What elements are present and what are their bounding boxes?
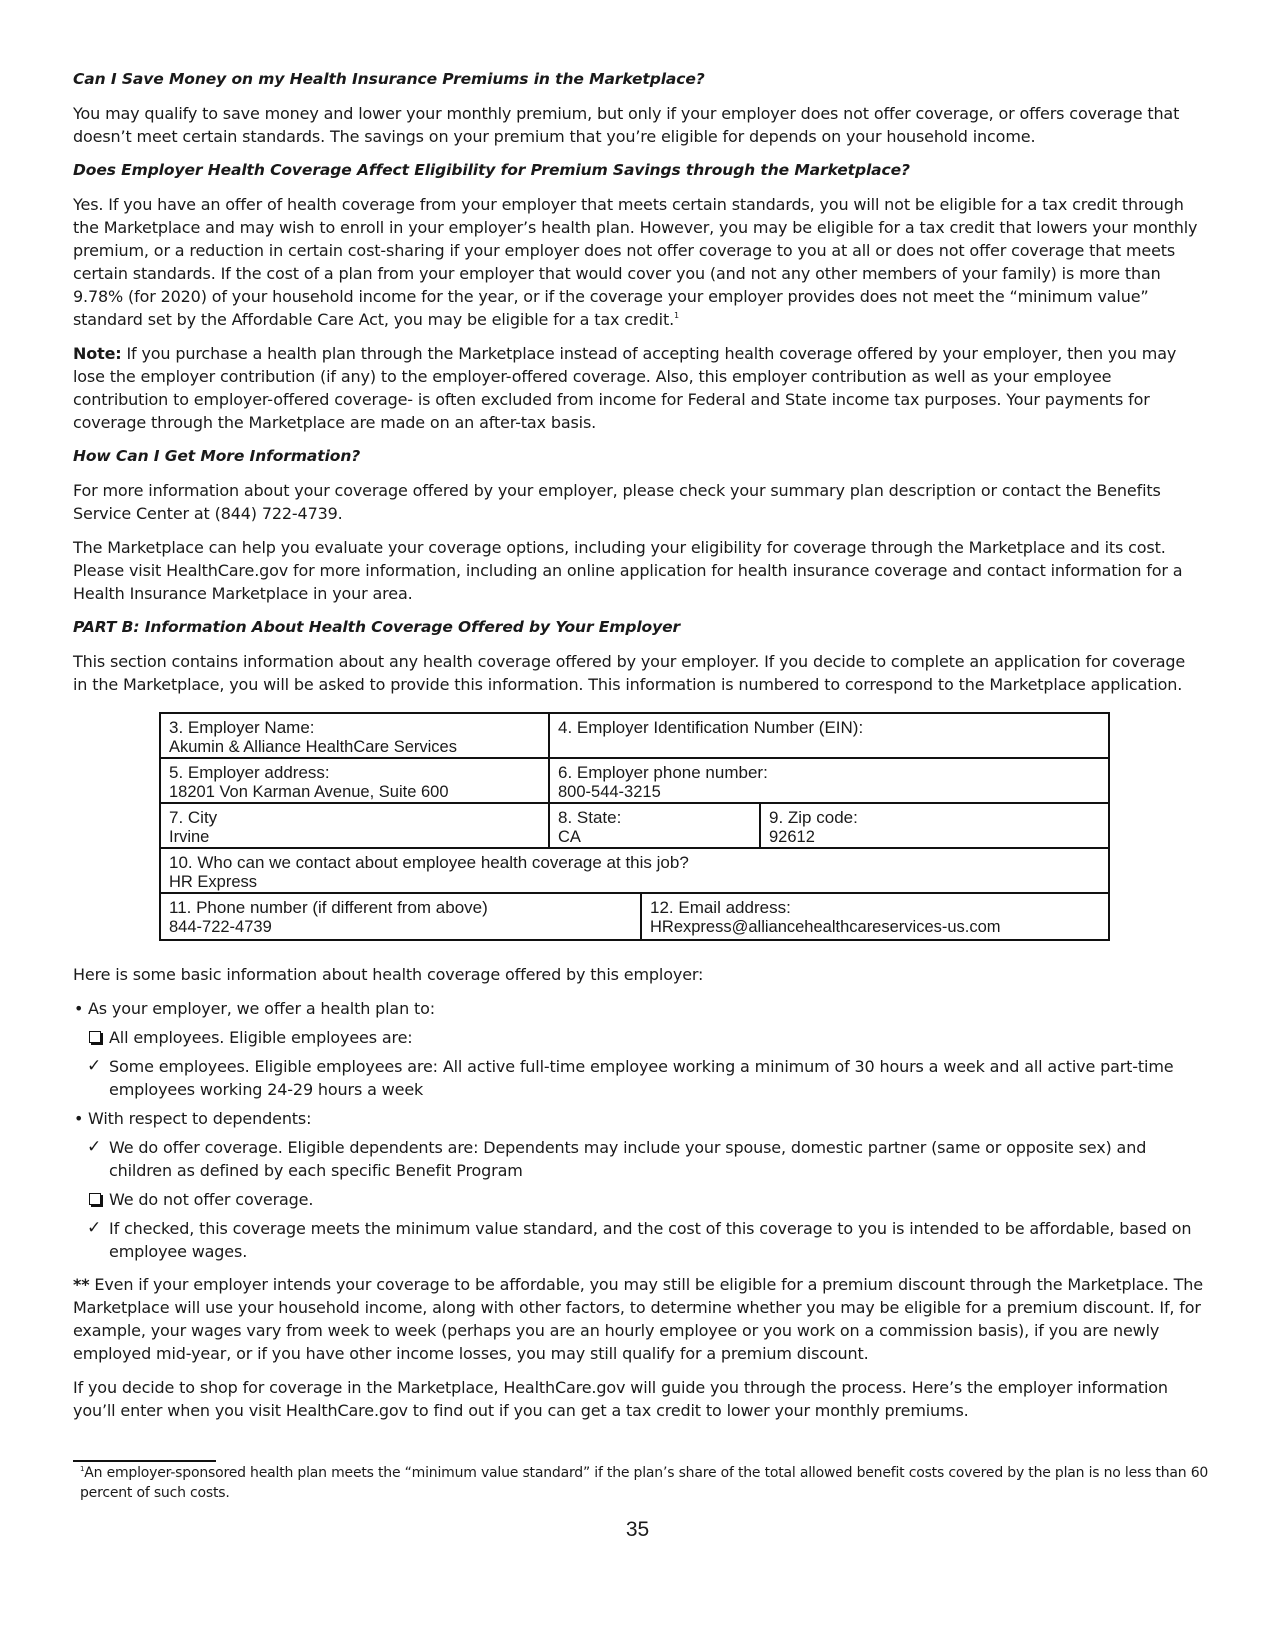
bullet-icon: • [74, 1109, 84, 1128]
bullet-dependents [73, 1107, 1203, 1130]
heading-part-b: PART B: Information About Health Coverage Offered by Your Employer [73, 618, 681, 636]
page-number: 35 [625, 1518, 650, 1541]
contact-label: 10. Who can we contact about employee health coverage at this job? [169, 853, 689, 872]
address-value: 18201 Von Karman Avenue, Suite 600 [169, 783, 449, 801]
option-some-employees-text: Some employees. Eligible employees are: All active full-time employee working a minimum of 30 hours a week and all active part-time employees working 24-29 hours a week [109, 1057, 1174, 1099]
footnote [80, 1463, 1210, 1503]
employer-info-table [159, 712, 1110, 941]
paragraph-save-money: You may qualify to save money and lower your monthly premium, but only if your employer does not offer coverage, or offers coverage that doesn’t meet certain standards. The savings on your premium that you’re eligible for depends on your household income. [73, 104, 1180, 146]
heading-save-money: Can I Save Money on my Health Insurance Premiums in the Marketplace? [73, 70, 705, 88]
asterisks: ** [73, 1275, 90, 1294]
checkmark-icon[interactable]: ✓ [87, 1218, 102, 1238]
option-no-dependents-text: We do not offer coverage. [109, 1190, 314, 1209]
footnote-marker: 1 [80, 1465, 85, 1473]
table-row [160, 713, 1109, 758]
table-row [160, 848, 1109, 893]
employer-name-label: 3. Employer Name: [169, 718, 315, 737]
checkmark-icon[interactable]: ✓ [87, 1137, 102, 1157]
phone-label: 6. Employer phone number: [558, 763, 768, 782]
option-some-employees[interactable] [87, 1055, 1203, 1101]
zip-value: 92612 [769, 828, 815, 846]
paragraph-affordable-text: Even if your employer intends your coverage to be affordable, you may still be eligible for a premium discount through the Marketplace. The Marketplace will use your household income, along with other factors, to determine whether you may be eligible for a premium discount. If, for example, your wages vary from week to week (perhaps you are an hourly employee or you work on a commission basis), if you are newly employed mid-year, or if you have other income losses, you may still qualify for a premium discount. [73, 1275, 1203, 1363]
paragraph-affordable [73, 1273, 1203, 1365]
option-no-dependents[interactable] [87, 1188, 1203, 1211]
ein-label: 4. Employer Identification Number (EIN): [558, 718, 864, 737]
heading-more-info: How Can I Get More Information? [73, 447, 361, 465]
bullet-health-plan-text: As your employer, we offer a health plan to: [88, 999, 436, 1018]
alt-phone-cell [161, 894, 642, 939]
employer-name-cell [160, 713, 549, 758]
state-label: 8. State: [558, 808, 622, 827]
checkbox-empty-icon[interactable] [89, 1031, 101, 1043]
contact-cell [160, 848, 1109, 893]
alt-phone-label: 11. Phone number (if different from above) [169, 898, 488, 917]
phone-cell [549, 758, 1109, 803]
option-offer-dependents-text: We do offer coverage. Eligible dependents are: Dependents may include your spouse, domestic partner (same or opposite sex) and children as defined by each specific Benefit Program [109, 1138, 1147, 1180]
footnote-ref: 1 [674, 311, 679, 320]
paragraph-employer-coverage-text: Yes. If you have an offer of health coverage from your employer that meets certain standards, you will not be eligible for a tax credit through the Marketplace and may wish to enroll in your employer’s health plan. However, you may be eligible for a tax credit that lowers your monthly premium, or a reduction in certain cost-sharing if your employer does not offer coverage to you at all or does not offer coverage that meets certain standards. If the cost of a plan from your employer that would cover you (and not any other members of your family) is more than 9.78% (for 2020) of your household income for the year, or if the coverage your employer provides does not meet the “minimum value” standard set by the Affordable Care Act, you may be eligible for a tax credit. [73, 195, 1198, 329]
paragraph-marketplace: The Marketplace can help you evaluate your coverage options, including your eligibility for coverage through the Marketplace and its cost. Please visit HealthCare.gov for more information, including an online application for health insurance coverage and contact information for a Health Insurance Marketplace in your area. [73, 538, 1183, 603]
zip-label: 9. Zip code: [769, 808, 858, 827]
address-label: 5. Employer address: [169, 763, 330, 782]
note-paragraph [73, 342, 1203, 434]
footnote-divider [73, 1460, 216, 1462]
paragraph-shop: If you decide to shop for coverage in the Marketplace, HealthCare.gov will guide you through the process. Here’s the employer information you’ll enter when you visit HealthCare.gov to find out if you can get a tax credit to lower your monthly premiums. [73, 1378, 1168, 1420]
table-row [160, 758, 1109, 803]
employer-name-value: Akumin & Alliance HealthCare Services [169, 738, 457, 756]
city-value: Irvine [169, 828, 210, 846]
address-cell [160, 758, 549, 803]
bullet-dependents-text: With respect to dependents: [88, 1109, 312, 1128]
option-all-employees-text: All employees. Eligible employees are: [109, 1028, 413, 1047]
city-label: 7. City [169, 808, 218, 827]
state-cell [549, 803, 760, 848]
option-offer-dependents[interactable] [87, 1136, 1203, 1182]
city-cell [160, 803, 549, 848]
option-minimum-value[interactable] [87, 1217, 1203, 1263]
alt-phone-value: 844-722-4739 [169, 918, 272, 936]
note-text: If you purchase a health plan through the Marketplace instead of accepting health coverage offered by your employer, then you may lose the employer contribution (if any) to the employer-offered coverage. Also, this employer contribution as well as your employee contribution to employer-offered coverage- is often excluded from income for Federal and State income tax purposes. Your payments for coverage through the Marketplace are made on an after-tax basis. [73, 344, 1177, 432]
paragraph-employer-coverage [73, 193, 1203, 331]
contact-value: HR Express [169, 873, 258, 891]
coverage-intro: Here is some basic information about health coverage offered by this employer: [73, 965, 704, 984]
email-label: 12. Email address: [650, 898, 791, 917]
bullet-icon: • [74, 999, 84, 1018]
option-all-employees[interactable] [87, 1026, 1203, 1049]
bullet-health-plan [73, 997, 1203, 1020]
note-label: Note: [73, 344, 122, 363]
paragraph-part-b: This section contains information about any health coverage offered by your employer. If you decide to complete an application for coverage in the Marketplace, you will be asked to provide this information. This information is numbered to correspond to the Marketplace application. [73, 652, 1186, 694]
table-row [160, 803, 1109, 848]
email-cell [642, 894, 1108, 939]
phone-value: 800-544-3215 [558, 783, 661, 801]
state-value: CA [558, 828, 581, 846]
paragraph-more-info: For more information about your coverage offered by your employer, please check your summary plan description or contact the Benefits Service Center at (844) 722-4739. [73, 481, 1161, 523]
checkmark-icon[interactable]: ✓ [87, 1056, 102, 1076]
ein-cell [549, 713, 1109, 758]
email-value: HRexpress@alliancehealthcareservices-us.com [650, 918, 1001, 936]
checkbox-empty-icon[interactable] [89, 1193, 101, 1205]
zip-cell [760, 803, 1109, 848]
document-body [73, 68, 1203, 1433]
footnote-text: An employer-sponsored health plan meets the “minimum value standard” if the plan’s share of the total allowed benefit costs covered by the plan is no less than 60 percent of such costs. [80, 1465, 1209, 1501]
option-minimum-value-text: If checked, this coverage meets the minimum value standard, and the cost of this coverage to you is intended to be affordable, based on employee wages. [109, 1219, 1192, 1261]
phone-email-cell [160, 893, 1109, 940]
heading-employer-coverage: Does Employer Health Coverage Affect Eligibility for Premium Savings through the Marketplace? [73, 161, 910, 179]
table-row [160, 893, 1109, 940]
